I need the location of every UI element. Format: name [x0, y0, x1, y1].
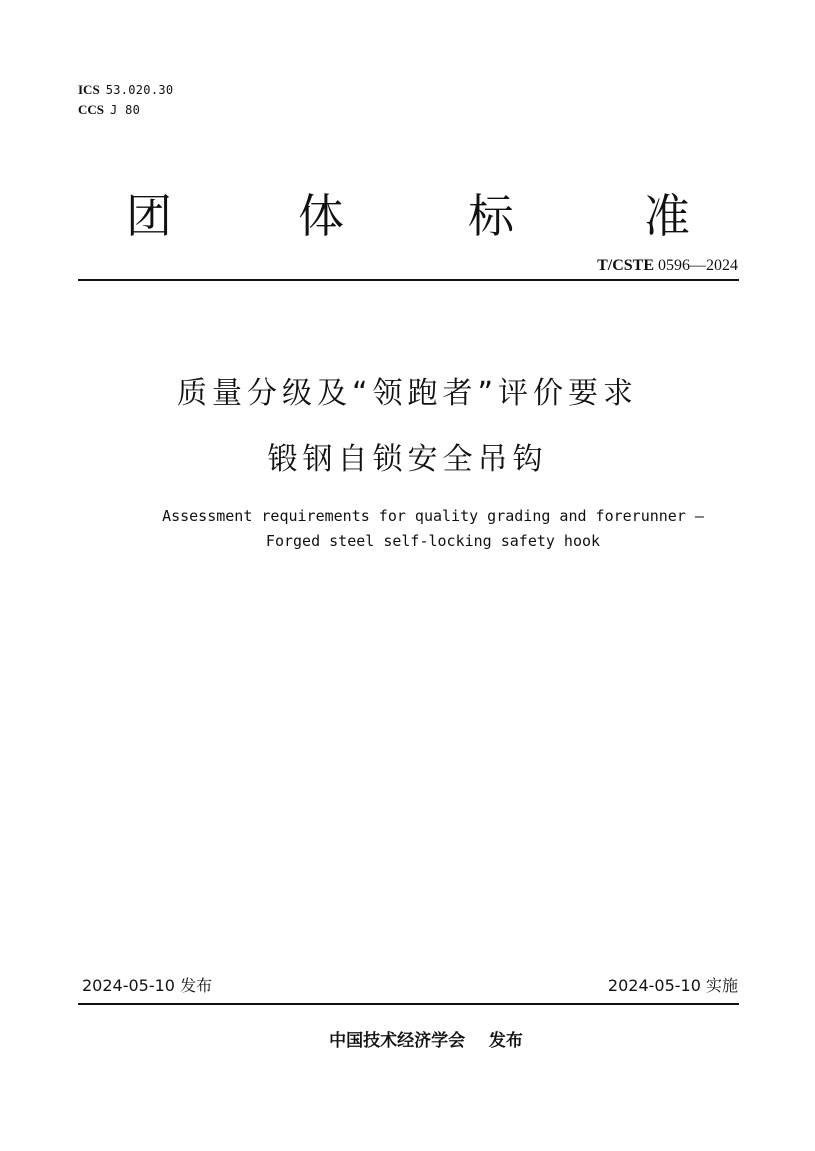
title-cn-line1: 质量分级及“领跑者”评价要求 — [176, 376, 639, 411]
ccs-label: CCS — [78, 102, 105, 117]
title-cn-line2: 锻钢自锁安全吊钩 — [267, 442, 548, 477]
ics-label: ICS — [78, 82, 100, 97]
standard-type-char: 准 — [644, 189, 690, 243]
standard-type-char: 团 — [126, 189, 172, 243]
publisher — [0, 1029, 815, 1053]
standard-number-value: 0596—2024 — [658, 257, 738, 274]
classification-codes — [78, 80, 173, 120]
ccs-code — [78, 100, 173, 120]
publish-date: 2024-05-10 发布 — [82, 976, 213, 995]
title-en-line2: Forged steel self-locking safety hook — [265, 532, 601, 550]
ccs-value: J 80 — [110, 103, 141, 117]
implement-date: 2024-05-10 实施 — [607, 976, 738, 995]
publisher-action: 发布 — [488, 1031, 523, 1051]
standard-type-char: 标 — [468, 189, 514, 243]
ics-code — [78, 80, 173, 100]
standard-number-prefix: T/CSTE — [597, 257, 654, 274]
publisher-name: 中国技术经济学会 — [329, 1031, 466, 1051]
header-divider — [78, 279, 739, 281]
standard-number — [597, 256, 738, 276]
standard-type-char: 体 — [298, 189, 344, 243]
title-en-line1: Assessment requirements for quality grading and forerunner — — [162, 507, 704, 525]
footer-divider — [78, 1003, 739, 1005]
ics-value: 53.020.30 — [105, 83, 174, 97]
standard-type-heading — [78, 188, 738, 244]
